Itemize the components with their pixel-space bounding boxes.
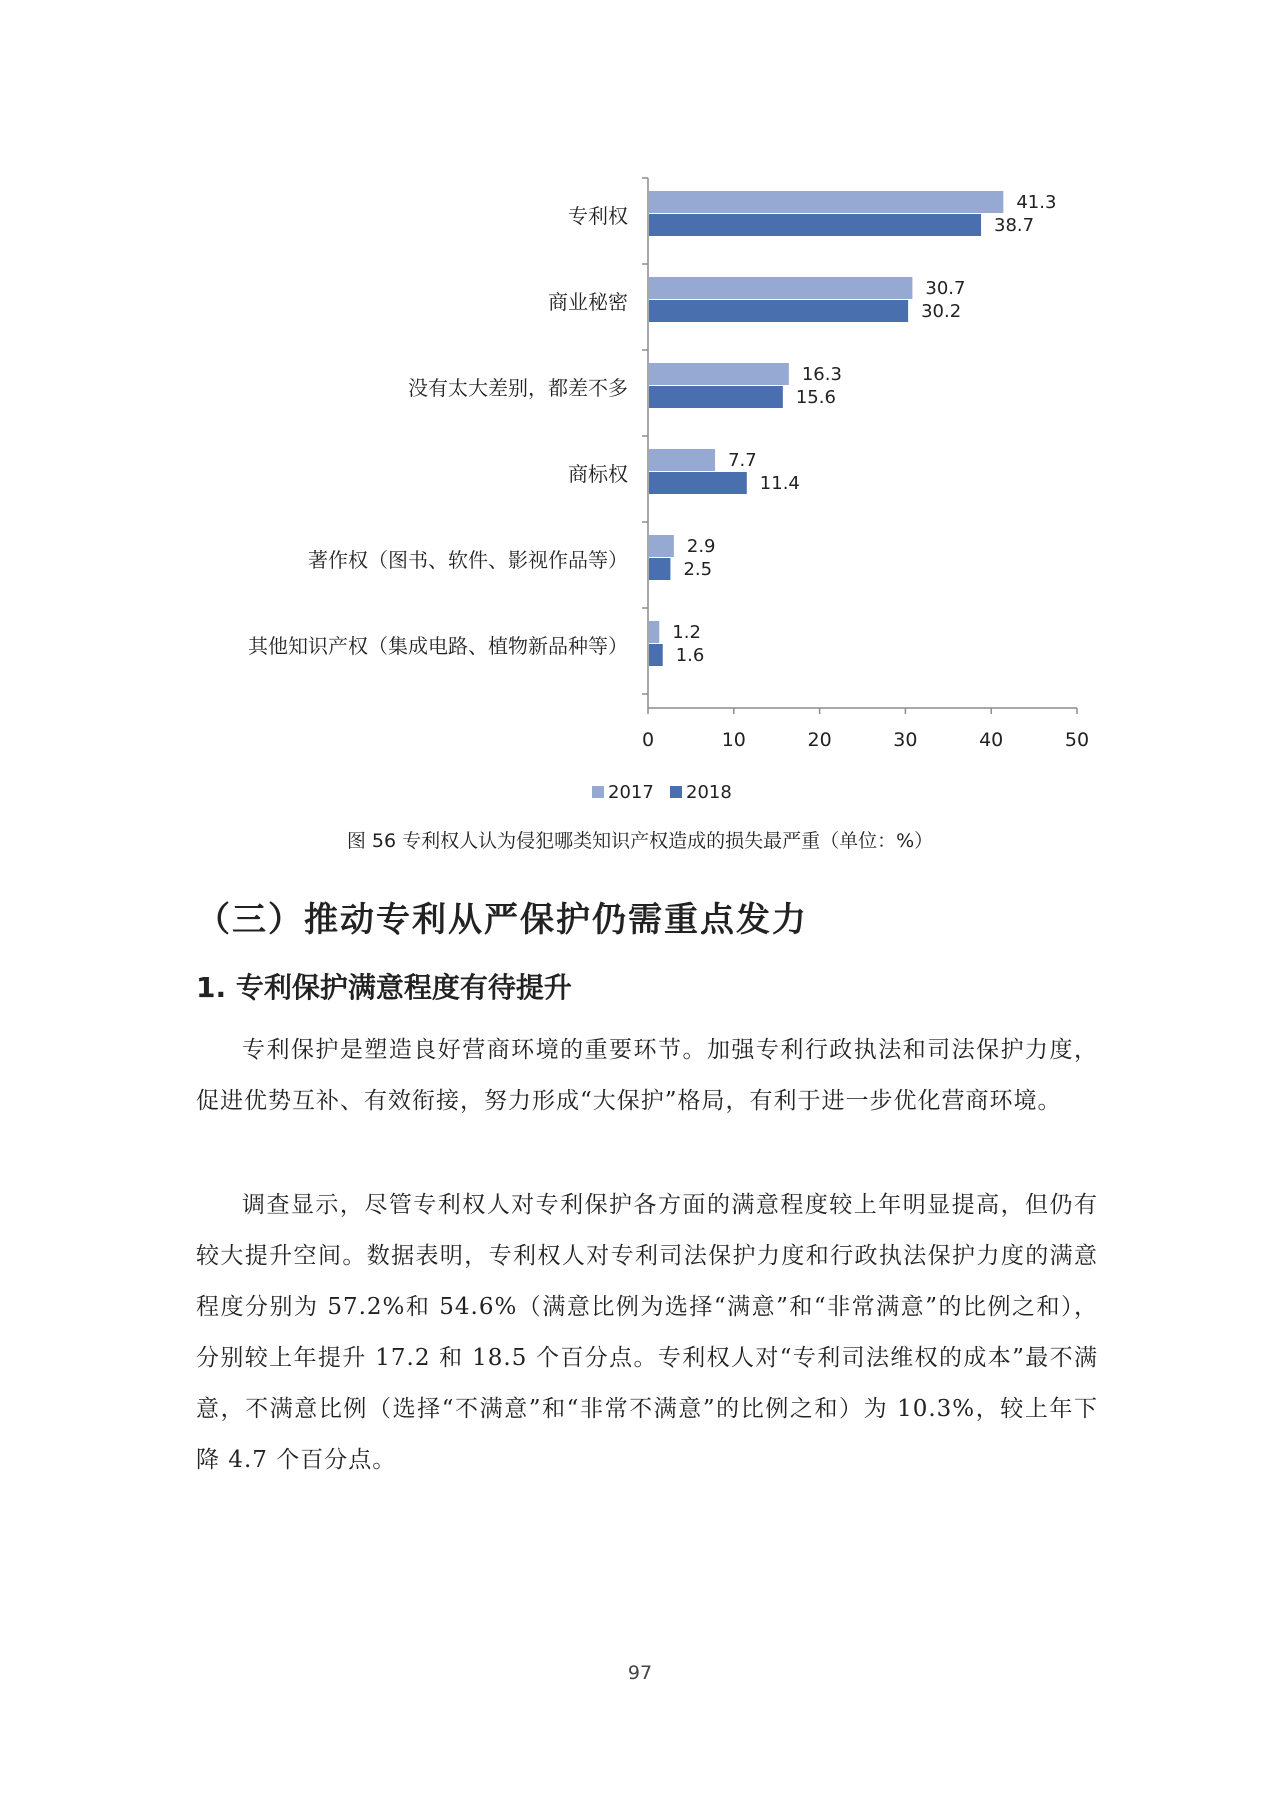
section-heading: （三）推动专利从严保护仍需重点发力 bbox=[196, 900, 808, 940]
body-paragraph: 专利保护是塑造良好营商环境的重要环节。加强专利行政执法和司法保护力度，促进优势互补、有效衔接，努力形成“大保护”格局，有利于进一步优化营商环境。 bbox=[196, 1037, 1098, 1114]
sub-heading: 1. 专利保护满意程度有待提升 bbox=[196, 971, 572, 1004]
data-label: 11.4 bbox=[759, 473, 800, 494]
bar-2017 bbox=[649, 363, 789, 385]
figure-caption: 图 56 专利权人认为侵犯哪类知识产权造成的损失最严重（单位：%） bbox=[346, 830, 934, 852]
data-label: 1.6 bbox=[675, 645, 705, 666]
bar-2018 bbox=[649, 644, 663, 666]
data-label: 38.7 bbox=[994, 215, 1035, 236]
category-label: 没有太大差别，都差不多 bbox=[408, 376, 628, 400]
page-number: 97 bbox=[627, 1662, 653, 1684]
x-tick-label: 50 bbox=[1064, 729, 1090, 751]
legend-swatch-2018 bbox=[670, 786, 682, 798]
data-label: 16.3 bbox=[801, 364, 842, 385]
category-label: 著作权（图书、软件、影视作品等） bbox=[308, 548, 628, 572]
data-label: 7.7 bbox=[728, 450, 757, 471]
data-label: 41.3 bbox=[1016, 192, 1057, 213]
x-tick-label: 20 bbox=[807, 729, 832, 751]
legend-label: 2017 bbox=[608, 782, 654, 803]
data-label: 1.2 bbox=[672, 622, 701, 643]
bar-2017 bbox=[649, 449, 715, 471]
data-label: 30.7 bbox=[925, 278, 966, 299]
bar-2017 bbox=[649, 277, 912, 299]
category-label: 商业秘密 bbox=[548, 290, 628, 314]
data-label: 2.9 bbox=[686, 536, 716, 557]
category-label: 专利权 bbox=[568, 204, 628, 228]
bar-2018 bbox=[649, 300, 908, 322]
data-label: 2.5 bbox=[683, 559, 713, 580]
data-label: 15.6 bbox=[795, 387, 836, 408]
legend-label: 2018 bbox=[686, 782, 732, 803]
body-paragraph: 调查显示，尽管专利权人对专利保护各方面的满意程度较上年明显提高，但仍有较大提升空间。数据表明，专利权人对专利司法保护力度和行政执法保护力度的满意程度分别为 57.2%和 54.6%（满意比例为选择“满意”和“非常满意”的比例之和），分别较上年提升 17.2 和 18.5 个百分点。专利权人对“专利司法维权的成本”最不满意，不满意比例（选择“不满意”和“非常不满意”的比例之和）为 10.3%，较上年下降 4.7 个百分点。 bbox=[196, 1192, 1098, 1473]
bar-2017 bbox=[649, 535, 674, 557]
bar-2018 bbox=[649, 472, 747, 494]
bar-2017 bbox=[649, 621, 659, 643]
x-tick-label: 40 bbox=[979, 729, 1004, 751]
legend-swatch-2017 bbox=[592, 786, 604, 798]
bar-2018 bbox=[649, 214, 981, 236]
bar-2018 bbox=[649, 386, 783, 408]
category-label: 其他知识产权（集成电路、植物新品种等） bbox=[248, 634, 628, 658]
bar-chart bbox=[0, 160, 1280, 820]
bar-2018 bbox=[649, 558, 670, 580]
category-label: 商标权 bbox=[568, 462, 628, 486]
data-label: 30.2 bbox=[921, 301, 962, 322]
x-tick-label: 10 bbox=[721, 729, 746, 751]
bar-2017 bbox=[649, 191, 1003, 213]
x-tick-label: 30 bbox=[893, 729, 918, 751]
x-tick-label: 0 bbox=[641, 729, 655, 751]
